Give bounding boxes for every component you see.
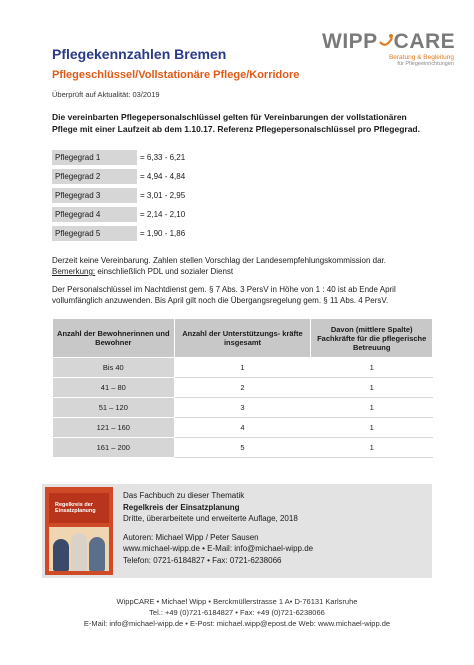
table-row [53,358,433,378]
table-row [53,398,433,418]
remark-text: einschließlich PDL und sozialer Dienst [95,267,234,276]
cell-skilled: 1 [311,358,433,378]
note-block [52,255,432,277]
cell-skilled: 1 [311,378,433,398]
cell-support: 1 [174,358,311,378]
wippcare-logo [322,30,454,70]
cell-residents: Bis 40 [53,358,175,378]
note-remark [52,266,432,277]
book-cover-title: Regelkreis der Einsatzplanung [55,502,96,514]
grade-label: Pflegegrad 3 [52,188,137,203]
book-intro: Das Fachbuch zu dieser Thematik [123,491,245,500]
cell-support: 4 [174,418,311,438]
book-cover-photo [49,527,109,571]
grade-row [52,207,232,222]
remark-label: Bemerkung: [52,267,96,276]
footer-address: WippCARE • Michael Wipp • Berckmüllerstrasse 1 A• D-76131 Karlsruhe [116,597,358,606]
cell-skilled: 1 [311,398,433,418]
header-residents: Anzahl der Bewohnerinnen und Bewohner [53,319,175,358]
book-cover-banner [49,493,109,523]
grade-value: = 2,14 - 2,10 [140,210,186,219]
cell-support: 5 [174,438,311,458]
table-row [53,418,433,438]
grade-row [52,226,232,241]
book-contact-phone: Telefon: 0721-6184827 • Fax: 0721-6238066 [123,555,282,565]
table-header-row [53,319,433,358]
grade-label: Pflegegrad 4 [52,207,137,222]
book-info [123,490,313,566]
page-footer [0,596,474,629]
swoosh-icon [378,33,394,49]
grade-row [52,150,232,165]
grade-label: Pflegegrad 5 [52,226,137,241]
grade-value: = 3,01 - 2,95 [140,191,186,200]
grade-value: = 4,94 - 4,84 [140,172,186,181]
grade-row [52,188,232,203]
grade-label: Pflegegrad 1 [52,150,137,165]
book-title: Regelkreis der Einsatzplanung [123,502,240,512]
footer-email-web[interactable]: E-Mail: info@michael-wipp.de • E-Post: michael.wipp@epost.de Web: www.michael-wipp.de [83,619,391,628]
grade-label: Pflegegrad 2 [52,169,137,184]
page-subtitle: Pflegeschlüssel/Vollstationäre Pflege/Korridore [52,69,300,81]
header-support: Anzahl der Unterstützungs- kräfte insgesamt [174,319,311,358]
logo-name-left: WIPP [322,30,378,53]
footer-phone: Tel.: +49 (0)721-6184827 • Fax: +49 (0)721-6238066 [149,608,325,617]
table-row [53,438,433,458]
cell-skilled: 1 [311,418,433,438]
cell-support: 3 [174,398,311,418]
grade-row [52,169,232,184]
grade-value: = 6,33 - 6,21 [140,153,186,162]
intro-paragraph: Die vereinbarten Pflegepersonalschlüssel gelten für Vereinbarungen der vollstationären Pflege mit einer Laufzeit ab dem 1.10.17. Referenz Pflegepersonalschlüssel pro Pflegegrad. [52,112,420,134]
cell-residents: 51 – 120 [53,398,175,418]
cell-residents: 41 – 80 [53,378,175,398]
note-night-shift: Der Personalschlüssel im Nachtdienst gem. § 7 Abs. 3 PersV in Höhe von 1 : 40 ist ab Ende April vollumfänglich anzuwenden. Bis April gilt noch die Übergangsregelung gem. § 11 Abs. 4 PersV. [52,285,396,305]
staffing-table [52,318,433,458]
book-contact-web[interactable]: www.michael-wipp.de • E-Mail: info@michael-wipp.de [123,544,314,553]
cell-residents: 121 – 160 [53,418,175,438]
logo-tagline-1: Beratung & Begleitung [388,54,454,61]
checked-date: Überprüft auf Aktualität: 03/2019 [52,90,160,99]
cell-skilled: 1 [311,438,433,458]
cell-residents: 161 – 200 [53,438,175,458]
book-edition: Dritte, überarbeitete und erweiterte Auflage, 2018 [123,514,298,523]
header-skilled: Davon (mittlere Spalte) Fachkräfte für die pflegerische Betreuung [311,319,433,358]
book-authors: Autoren: Michael Wipp / Peter Sausen [123,532,259,542]
logo-name-right: CARE [393,30,456,53]
book-cover-image[interactable] [45,487,113,575]
cell-support: 2 [174,378,311,398]
table-row [53,378,433,398]
page-title: Pflegekennzahlen Bremen [52,46,227,62]
grade-value: = 1,90 - 1,86 [140,229,186,238]
logo-tagline-2: für Pflegeeinrichtungen [397,61,454,67]
note-no-agreement: Derzeit keine Vereinbarung. Zahlen stellen Vorschlag der Landesempfehlungskommission dar. [52,256,386,265]
